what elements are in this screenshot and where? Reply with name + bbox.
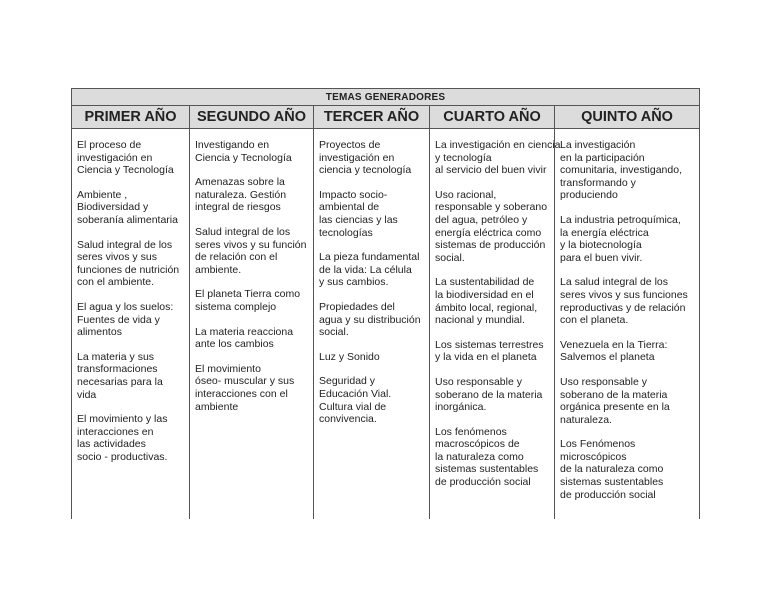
topic-entry bbox=[560, 339, 696, 364]
topic-line: y tecnología bbox=[435, 151, 492, 164]
topic-line: transformando y bbox=[560, 176, 636, 189]
topic-line: El planeta Tierra como bbox=[195, 288, 301, 301]
topic-line: soberano de la materia bbox=[560, 388, 668, 401]
topic-line: ante los cambios bbox=[195, 338, 274, 351]
topic-line: nacional y mundial. bbox=[435, 314, 525, 327]
topic-line: comunitaria, investigando, bbox=[560, 164, 682, 177]
topic-entry bbox=[435, 339, 551, 364]
topic-line: inorgánica. bbox=[435, 401, 487, 414]
topic-entry bbox=[319, 301, 426, 339]
topic-line: Impacto socio- bbox=[319, 188, 388, 201]
topic-line: para el buen vivir. bbox=[560, 251, 643, 264]
topic-line: naturaleza. Gestión bbox=[195, 188, 287, 201]
topic-line: El movimiento bbox=[195, 362, 261, 375]
topic-line: Uso racional, bbox=[435, 188, 497, 201]
topic-line: ambiental de bbox=[319, 201, 380, 214]
curriculum-table bbox=[71, 88, 700, 519]
topic-line: en la participación bbox=[560, 151, 645, 164]
topic-line: Luz y Sonido bbox=[319, 350, 380, 363]
topic-line: necesarias para la bbox=[77, 375, 163, 388]
topic-entry bbox=[435, 189, 551, 265]
topic-line: transformaciones bbox=[77, 363, 158, 376]
topic-entry bbox=[195, 326, 310, 351]
topic-line: convivencia. bbox=[319, 413, 377, 426]
topic-line: Biodiversidad y bbox=[77, 201, 149, 214]
topic-line: Los fenómenos bbox=[435, 425, 507, 438]
topic-line: Venezuela en la Tierra: bbox=[560, 338, 668, 351]
topic-entry bbox=[319, 189, 426, 239]
column-quinto-ano bbox=[555, 129, 700, 520]
topic-line: con el planeta. bbox=[560, 314, 629, 327]
topic-entry bbox=[77, 189, 186, 227]
topic-line: Amenazas sobre la bbox=[195, 176, 285, 189]
topic-line: ambiente. bbox=[195, 263, 242, 276]
topic-line: macroscópicos de bbox=[435, 438, 520, 451]
topic-line: y sus cambios. bbox=[319, 276, 389, 289]
header-quinto-ano: QUINTO AÑO bbox=[555, 106, 700, 129]
topic-line: energía eléctrica como bbox=[435, 226, 542, 239]
topic-line: tecnologías bbox=[319, 226, 373, 239]
topic-line: Los Fenómenos bbox=[560, 438, 636, 451]
temas-generadores-table bbox=[71, 88, 699, 519]
topic-line: óseo- muscular y sus bbox=[195, 375, 295, 388]
topic-line: Educación Vial. bbox=[319, 387, 392, 400]
column-segundo-ano bbox=[190, 129, 314, 520]
topic-line: investigación en bbox=[77, 151, 153, 164]
topic-entry bbox=[319, 139, 426, 177]
topic-line: Cultura vial de bbox=[319, 400, 387, 413]
column-primer-ano bbox=[72, 129, 190, 520]
topic-line: interacciones con el bbox=[195, 387, 288, 400]
topic-line: sistemas sustentables bbox=[435, 463, 539, 476]
topic-line: social. bbox=[319, 326, 349, 339]
topic-entry bbox=[560, 438, 696, 501]
topic-line: El agua y los suelos: bbox=[77, 300, 174, 313]
topic-line: Salvemos el planeta bbox=[560, 351, 655, 364]
topic-line: de producción social bbox=[435, 476, 531, 489]
topic-entry bbox=[319, 375, 426, 425]
topic-line: Ciencia y Tecnología bbox=[195, 151, 292, 164]
topic-entry bbox=[195, 226, 310, 276]
topic-entry bbox=[195, 176, 310, 214]
topic-line: investigación en bbox=[319, 151, 395, 164]
topic-entry bbox=[560, 214, 696, 264]
topic-line: produciendo bbox=[560, 189, 618, 202]
topic-line: sistemas de producción bbox=[435, 239, 546, 252]
topic-line: Ambiente , bbox=[77, 188, 128, 201]
topic-line: La salud integral de los bbox=[560, 276, 668, 289]
topic-line: La pieza fundamental bbox=[319, 251, 420, 264]
topic-line: las ciencias y las bbox=[319, 213, 398, 226]
header-segundo-ano: SEGUNDO AÑO bbox=[190, 106, 314, 129]
topic-entry bbox=[195, 288, 310, 313]
topic-line: Seguridad y bbox=[319, 375, 376, 388]
topic-line: sistemas sustentables bbox=[560, 476, 664, 489]
topic-line: al servicio del buen vivir bbox=[435, 164, 547, 177]
topic-entry bbox=[560, 376, 696, 426]
table-title: TEMAS GENERADORES bbox=[72, 89, 700, 106]
topic-line: Salud integral de los bbox=[77, 238, 173, 251]
topic-entry bbox=[319, 251, 426, 289]
topic-line: ámbito local, regional, bbox=[435, 301, 538, 314]
topic-entry bbox=[435, 426, 551, 489]
topic-line: la energía eléctrica bbox=[560, 226, 649, 239]
topic-line: La sustentabilidad de bbox=[435, 276, 535, 289]
topic-line: naturaleza. bbox=[560, 413, 612, 426]
topic-line: soberanía alimentaria bbox=[77, 213, 178, 226]
topic-line: las actividades bbox=[77, 438, 146, 451]
topic-line: de relación con el bbox=[195, 251, 278, 264]
topic-line: ciencia y tecnología bbox=[319, 164, 412, 177]
header-primer-ano: PRIMER AÑO bbox=[72, 106, 190, 129]
topic-entry bbox=[77, 351, 186, 401]
topic-entry bbox=[77, 239, 186, 289]
topic-line: Propiedades del bbox=[319, 300, 395, 313]
topic-line: reproductivas y de relación bbox=[560, 301, 686, 314]
topic-line: seres vivos y sus funciones bbox=[560, 288, 688, 301]
topic-line: Investigando en bbox=[195, 139, 270, 151]
topic-line: y la biotecnología bbox=[560, 239, 642, 252]
topic-entry bbox=[77, 139, 186, 177]
topic-line: alimentos bbox=[77, 326, 122, 339]
column-cuarto-ano bbox=[430, 129, 561, 520]
topic-line: soberano de la materia bbox=[435, 388, 543, 401]
topic-entry bbox=[77, 413, 186, 463]
topic-line: Uso responsable y bbox=[435, 375, 522, 388]
topic-line: socio - productivas. bbox=[77, 450, 168, 463]
topic-line: con el ambiente. bbox=[77, 276, 155, 289]
topic-line: sistema complejo bbox=[195, 300, 277, 313]
topic-line: y la vida en el planeta bbox=[435, 351, 537, 364]
topic-line: La materia y sus bbox=[77, 350, 155, 363]
topic-entry bbox=[77, 301, 186, 339]
topic-entry bbox=[435, 376, 551, 414]
topic-line: La materia reacciona bbox=[195, 325, 294, 338]
topic-line: El movimiento y las bbox=[77, 413, 168, 426]
topic-line: integral de riesgos bbox=[195, 201, 281, 214]
topic-line: seres vivos y sus bbox=[77, 251, 157, 264]
topic-entry bbox=[319, 351, 426, 364]
topic-line: Proyectos de bbox=[319, 139, 381, 151]
topic-line: Ciencia y Tecnología bbox=[77, 164, 174, 177]
topic-line: de la vida: La célula bbox=[319, 263, 412, 276]
topic-line: La investigación en ciencia bbox=[435, 139, 561, 151]
topic-line: agua y su distribución bbox=[319, 313, 421, 326]
topic-line: microscópicos bbox=[560, 450, 627, 463]
header-tercer-ano: TERCER AÑO bbox=[314, 106, 430, 129]
topic-line: la naturaleza como bbox=[435, 450, 524, 463]
topic-line: Fuentes de vida y bbox=[77, 313, 160, 326]
topic-line: Salud integral de los bbox=[195, 225, 291, 238]
topic-line: responsable y soberano bbox=[435, 201, 548, 214]
topic-line: vida bbox=[77, 388, 97, 401]
topic-line: El proceso de bbox=[77, 139, 142, 151]
topic-line: funciones de nutrición bbox=[77, 263, 180, 276]
topic-entry bbox=[195, 139, 310, 164]
topic-line: Uso responsable y bbox=[560, 375, 647, 388]
topic-entry bbox=[560, 139, 696, 202]
topic-line: seres vivos y su función bbox=[195, 238, 307, 251]
topic-entry bbox=[560, 276, 696, 326]
topic-line: La industria petroquímica, bbox=[560, 213, 681, 226]
topic-line: social. bbox=[435, 251, 465, 264]
topic-entry bbox=[435, 276, 551, 326]
topic-line: orgánica presente en la bbox=[560, 401, 670, 414]
topic-line: ambiente bbox=[195, 400, 239, 413]
topic-line: Los sistemas terrestres bbox=[435, 338, 544, 351]
topic-entry bbox=[195, 363, 310, 413]
topic-line: La investigación bbox=[560, 139, 636, 151]
topic-line: de la naturaleza como bbox=[560, 463, 664, 476]
topic-line: del agua, petróleo y bbox=[435, 213, 528, 226]
topic-entry bbox=[435, 139, 561, 177]
column-tercer-ano bbox=[314, 129, 430, 520]
header-cuarto-ano: CUARTO AÑO bbox=[430, 106, 555, 129]
topic-line: de producción social bbox=[560, 488, 656, 501]
topic-line: interacciones en bbox=[77, 425, 154, 438]
topic-line: la biodiversidad en el bbox=[435, 288, 534, 301]
